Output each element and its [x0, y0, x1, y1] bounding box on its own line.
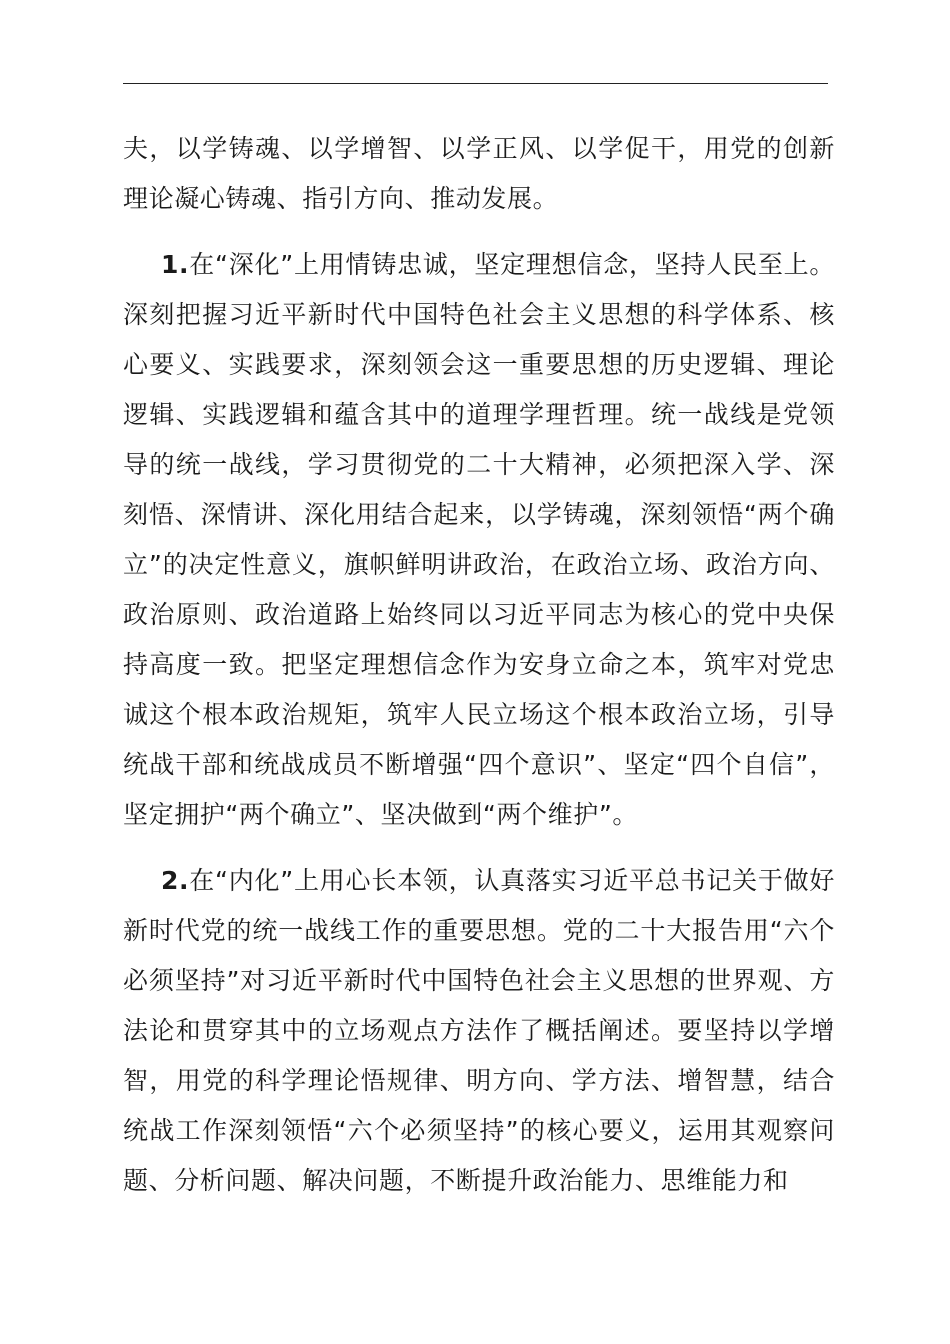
item-number: 2. — [161, 866, 190, 895]
header-rule — [123, 83, 828, 84]
item-number: 1. — [161, 250, 190, 279]
document-body — [123, 124, 835, 1206]
paragraph-continuation — [123, 124, 835, 224]
paragraph-text: 夫，以学铸魂、以学增智、以学正风、以学促干，用党的创新理论凝心铸魂、指引方向、推动发展。 — [123, 134, 835, 213]
paragraph-text: 在“内化”上用心长本领，认真落实习近平总书记关于做好新时代党的统一战线工作的重要思想。党的二十大报告用“六个必须坚持”对习近平新时代中国特色社会主义思想的世界观、方法论和贯穿其中的立场观点方法作了概括阐述。要坚持以学增智，用党的科学理论悟规律、明方向、学方法、增智慧，结合统战工作深刻领悟“六个必须坚持”的核心要义，运用其观察问题、分析问题、解决问题，不断提升政治能力、思维能力和 — [123, 866, 835, 1195]
paragraph-item-1 — [123, 240, 835, 840]
paragraph-text: 在“深化”上用情铸忠诚，坚定理想信念，坚持人民至上。深刻把握习近平新时代中国特色社会主义思想的科学体系、核心要义、实践要求，深刻领会这一重要思想的历史逻辑、理论逻辑、实践逻辑和蕴含其中的道理学理哲理。统一战线是党领导的统一战线，学习贯彻党的二十大精神，必须把深入学、深刻悟、深情讲、深化用结合起来，以学铸魂，深刻领悟“两个确立”的决定性意义，旗帜鲜明讲政治，在政治立场、政治方向、政治原则、政治道路上始终同以习近平同志为核心的党中央保持高度一致。把坚定理想信念作为安身立命之本，筑牢对党忠诚这个根本政治规矩，筑牢人民立场这个根本政治立场，引导统战干部和统战成员不断增强“四个意识”、坚定“四个自信”，坚定拥护“两个确立”、坚决做到“两个维护”。 — [123, 250, 835, 829]
paragraph-item-2 — [123, 856, 835, 1206]
